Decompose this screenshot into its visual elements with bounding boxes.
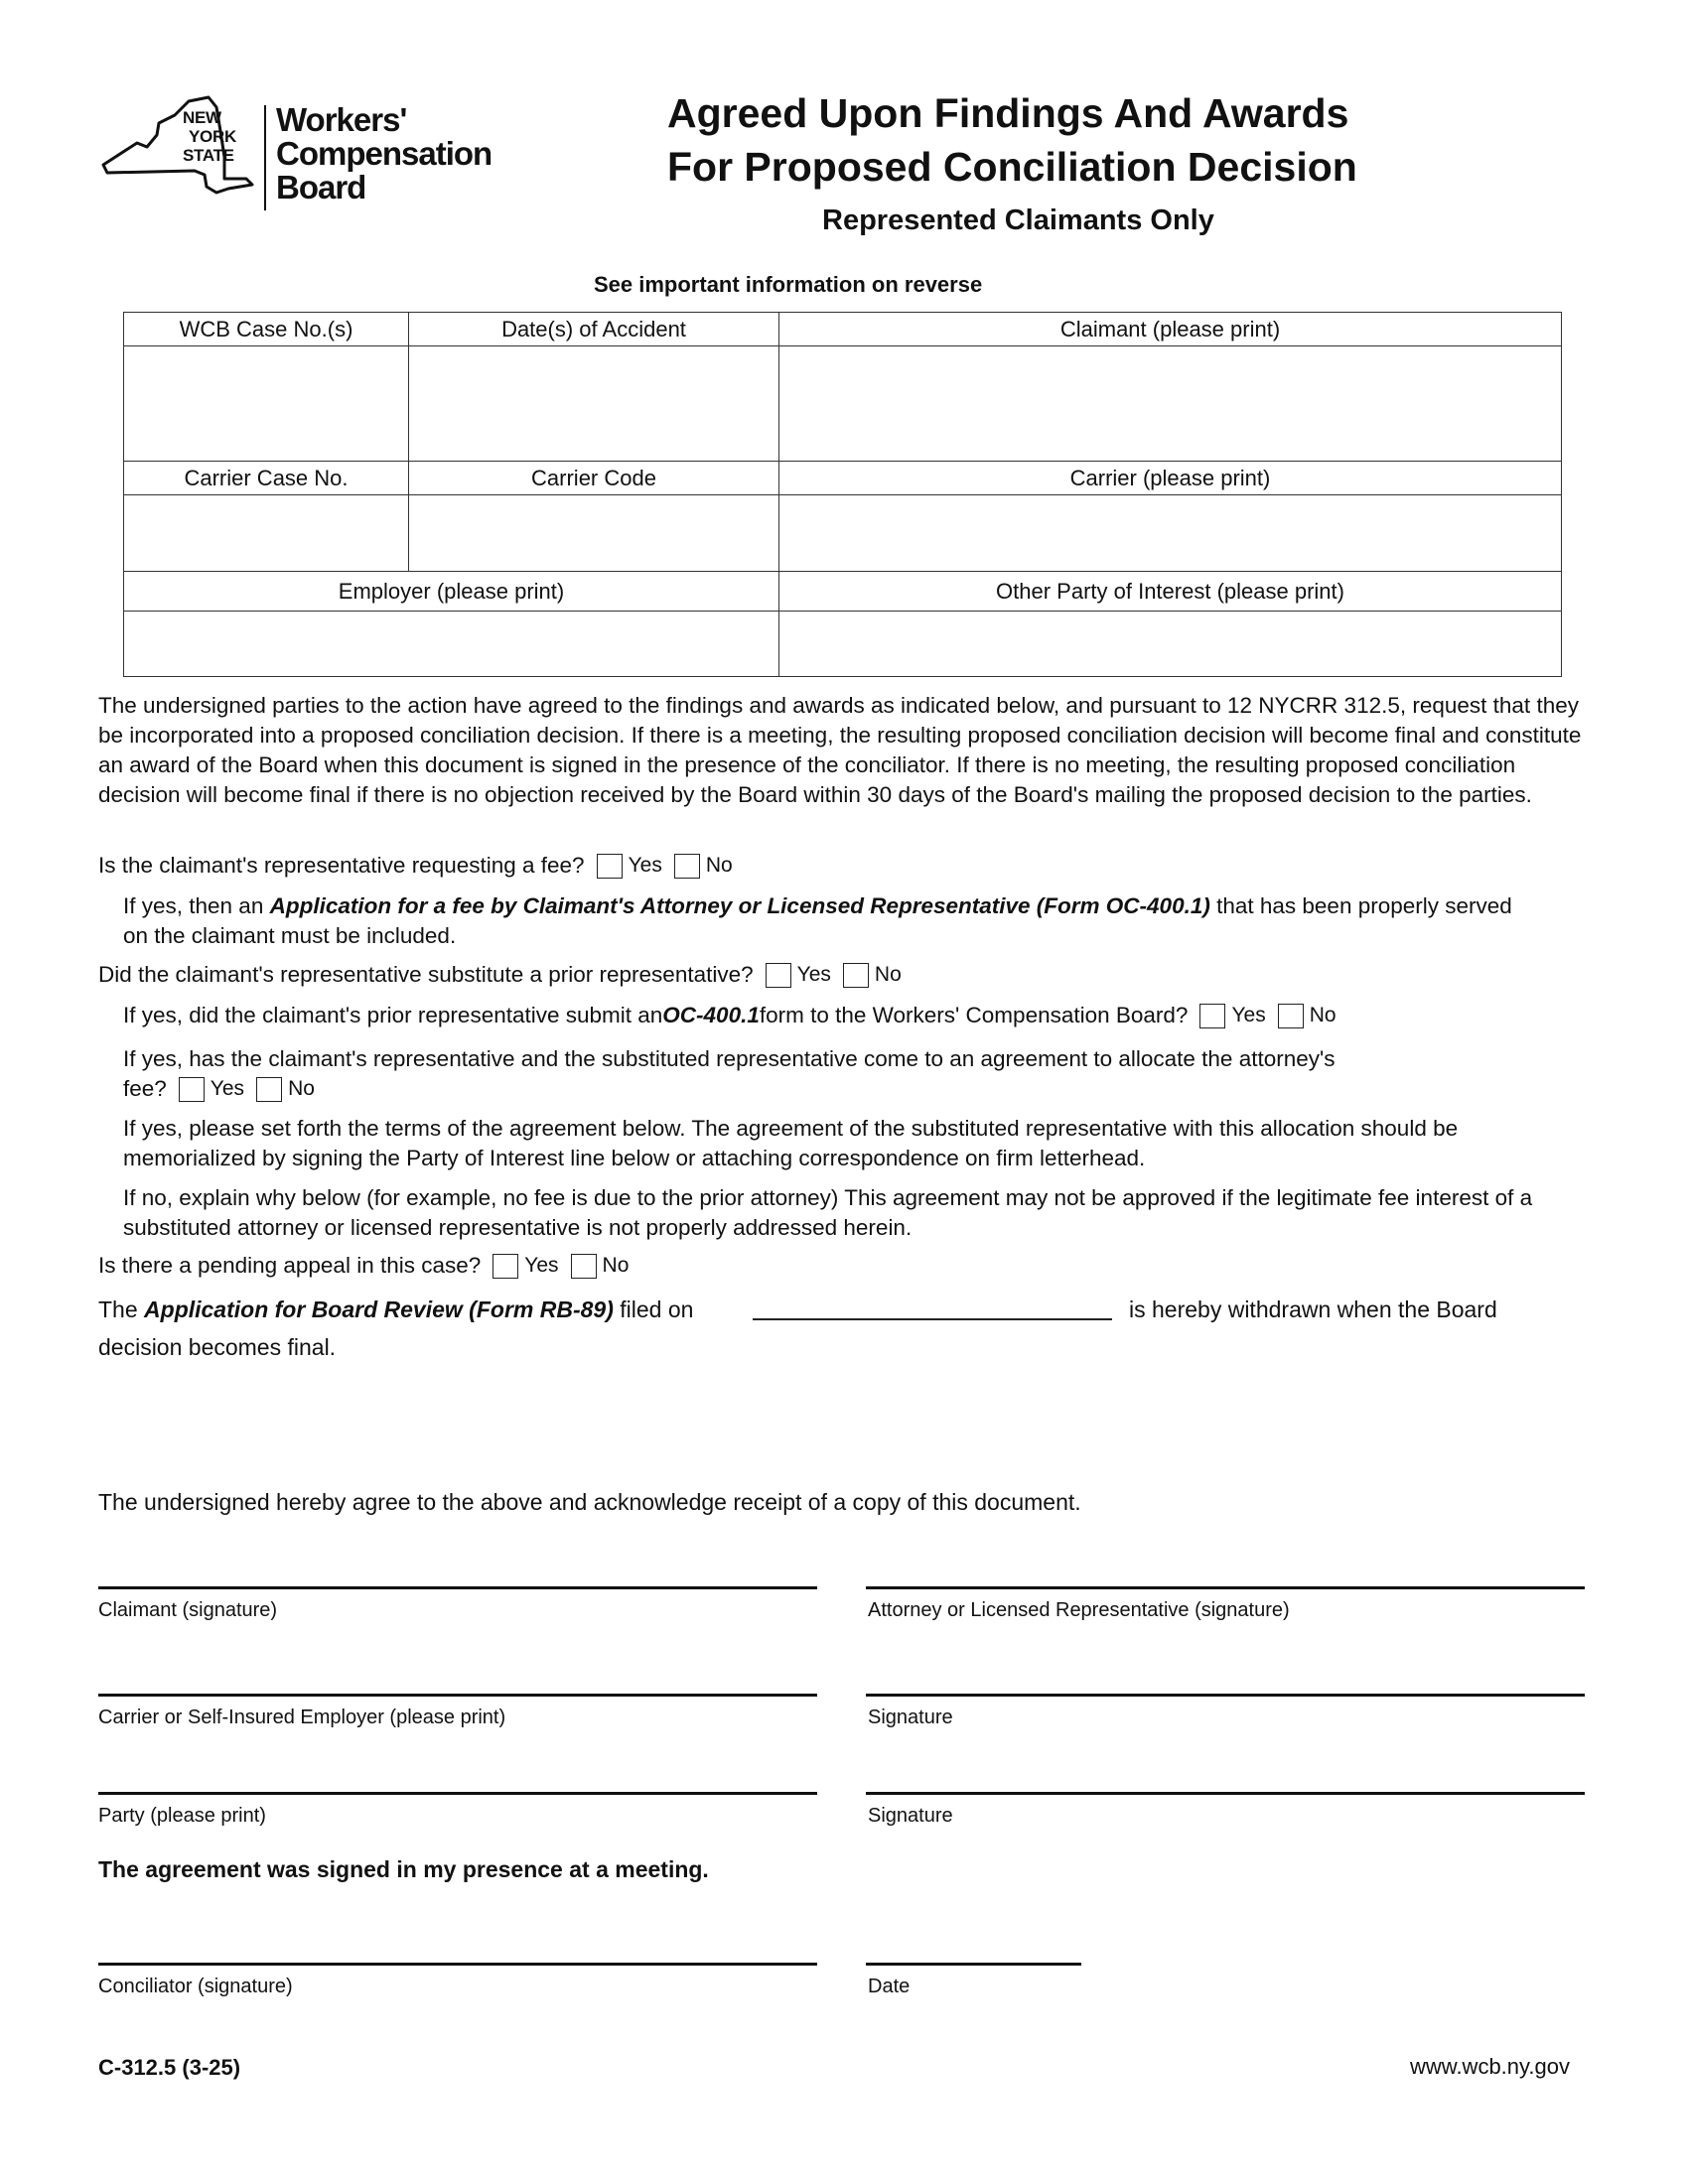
rb89-statement xyxy=(98,1297,693,1323)
carrier-name-label: Carrier or Self-Insured Employer (please print) xyxy=(98,1706,506,1728)
conciliator-signature-line[interactable] xyxy=(98,1963,817,1966)
allocate-no-checkbox[interactable] xyxy=(256,1077,282,1102)
prior-submit-no-checkbox[interactable] xyxy=(1278,1004,1304,1028)
agency-logo xyxy=(97,95,514,214)
logo-divider xyxy=(264,105,266,210)
pending-appeal-no-checkbox[interactable] xyxy=(571,1254,597,1279)
date-line[interactable] xyxy=(866,1963,1081,1966)
form-code: C-312.5 (3-25) xyxy=(98,2055,241,2080)
carrier-field[interactable] xyxy=(779,495,1562,572)
page-title-line-1: Agreed Upon Findings And Awards xyxy=(667,90,1349,136)
party-name-line[interactable] xyxy=(98,1792,817,1795)
allocate-question xyxy=(123,1076,315,1102)
page-title-line-2: For Proposed Conciliation Decision xyxy=(667,144,1357,190)
substitute-no-label: No xyxy=(874,963,902,986)
fee-request-text: Is the claimant's representative requesting a fee? xyxy=(98,853,585,878)
fee-request-question xyxy=(98,853,733,879)
party-signature-line[interactable] xyxy=(866,1792,1585,1795)
fee-request-no-label: No xyxy=(705,854,733,877)
carrier-code-label: Carrier Code xyxy=(409,462,779,495)
prior-submit-no-label: No xyxy=(1309,1004,1336,1026)
prior-submit-yes-label: Yes xyxy=(1231,1004,1266,1026)
intro-paragraph: The undersigned parties to the action have agreed to the findings and awards as indicated below, and pursuant to 12 NYCRR 312.5, request that they be incorporated into a proposed conciliation decision. If there is a meeting, the resulting proposed conciliation decision will become final and constitute an award of the Board when this document is signed in the presence of the conciliator. If there is no meeting, the resulting proposed conciliation decision will become final if there is no objection received by the Board within 30 days of the Board's mailing the proposed decision to the parties. xyxy=(98,693,1582,807)
logo-state-line-3: STATE xyxy=(183,146,234,165)
substitute-yes-checkbox[interactable] xyxy=(766,963,791,988)
conciliator-signature-label: Conciliator (signature) xyxy=(98,1976,293,1997)
date-label: Date xyxy=(868,1976,911,1997)
fee-request-no-checkbox[interactable] xyxy=(674,854,700,879)
pending-appeal-question xyxy=(98,1253,629,1279)
party-signature-label: Signature xyxy=(868,1805,953,1827)
pending-appeal-no-label: No xyxy=(602,1254,630,1277)
website-link[interactable]: www.wcb.ny.gov xyxy=(1410,2054,1570,2079)
allocate-question-line-1: If yes, has the claimant's representative and the substituted representative come to an agreement to allocate the attorney's xyxy=(123,1046,1336,1071)
allocate-yes-label: Yes xyxy=(210,1077,245,1100)
carrier-signature-label: Signature xyxy=(868,1706,953,1728)
other-party-label: Other Party of Interest (please print) xyxy=(779,572,1562,612)
rb89-post: is hereby withdrawn when the Board xyxy=(1129,1297,1497,1322)
allocate-yes-checkbox[interactable] xyxy=(179,1077,205,1102)
acknowledgement-text: The undersigned hereby agree to the above and acknowledge receipt of a copy of this document. xyxy=(98,1489,1081,1515)
claimant-signature-label: Claimant (signature) xyxy=(98,1599,278,1621)
rb89-date-field[interactable] xyxy=(753,1318,1112,1320)
wcb-case-no-field[interactable] xyxy=(124,346,409,462)
prior-submit-form: OC-400.1 xyxy=(662,1003,760,1027)
logo-board-line-2: Compensation xyxy=(276,135,492,172)
employer-field[interactable] xyxy=(124,612,779,677)
substitute-yes-label: Yes xyxy=(796,963,831,986)
case-info-table xyxy=(123,312,1562,677)
carrier-case-no-field[interactable] xyxy=(124,495,409,572)
agreement-terms-note: If yes, please set forth the terms of the agreement below. The agreement of the substituted representative with this allocation should be memorialized by signing the Party of Interest line below or attaching correspondence on firm letterhead. xyxy=(123,1116,1459,1170)
prior-submit-yes-checkbox[interactable] xyxy=(1199,1004,1225,1028)
logo-board-line-3: Board xyxy=(276,169,366,205)
allocate-question-line-2: fee? xyxy=(123,1076,167,1101)
explain-note: If no, explain why below (for example, no fee is due to the prior attorney) This agreement may not be approved if the legitimate fee interest of a substituted attorney or licensed representative is not properly addressed herein. xyxy=(123,1185,1533,1240)
logo-state-line-2: YORK xyxy=(189,127,236,146)
see-reverse-note: See important information on reverse xyxy=(594,272,983,297)
claimant-signature-line[interactable] xyxy=(98,1586,817,1589)
substitute-question xyxy=(98,962,902,988)
carrier-code-field[interactable] xyxy=(409,495,779,572)
prior-submit-pre: If yes, did the claimant's prior representative submit an xyxy=(123,1003,663,1027)
rb89-pre: The xyxy=(98,1297,145,1322)
pending-appeal-text: Is there a pending appeal in this case? xyxy=(98,1253,482,1278)
rb89-line-2: decision becomes final. xyxy=(98,1334,337,1360)
pending-appeal-yes-checkbox[interactable] xyxy=(492,1254,518,1279)
logo-state-line-1: NEW xyxy=(183,108,221,127)
attorney-signature-label: Attorney or Licensed Representative (signature) xyxy=(868,1599,1290,1621)
claimant-field[interactable] xyxy=(779,346,1562,462)
party-name-label: Party (please print) xyxy=(98,1805,266,1827)
rb89-mid: filed on xyxy=(613,1297,694,1322)
substitute-text: Did the claimant's representative substitute a prior representative? xyxy=(98,962,754,987)
prior-submit-question xyxy=(123,1003,1336,1028)
fee-request-yes-label: Yes xyxy=(628,854,662,877)
claimant-label: Claimant (please print) xyxy=(779,313,1562,346)
wcb-case-no-label: WCB Case No.(s) xyxy=(124,313,409,346)
carrier-label: Carrier (please print) xyxy=(779,462,1562,495)
carrier-name-line[interactable] xyxy=(98,1694,817,1697)
date-of-accident-field[interactable] xyxy=(409,346,779,462)
fee-application-note xyxy=(123,891,1513,951)
employer-label: Employer (please print) xyxy=(124,572,779,612)
logo-board-line-1: Workers' xyxy=(276,101,407,138)
meeting-statement: The agreement was signed in my presence at a meeting. xyxy=(98,1856,709,1882)
carrier-signature-line[interactable] xyxy=(866,1694,1585,1697)
allocate-no-label: No xyxy=(288,1077,315,1100)
pending-appeal-yes-label: Yes xyxy=(524,1254,559,1277)
substitute-no-checkbox[interactable] xyxy=(843,963,869,988)
fee-note-pre: If yes, then an xyxy=(123,893,270,918)
prior-submit-post: form to the Workers' Compensation Board? xyxy=(759,1003,1189,1027)
date-of-accident-label: Date(s) of Accident xyxy=(409,313,779,346)
attorney-signature-line[interactable] xyxy=(866,1586,1585,1589)
fee-note-form: Application for a fee by Claimant's Attorney or Licensed Representative (Form OC-400.1) xyxy=(269,893,1210,918)
other-party-field[interactable] xyxy=(779,612,1562,677)
fee-note-post: that has been properly served on the claimant must be included. xyxy=(123,893,1512,948)
fee-request-yes-checkbox[interactable] xyxy=(597,854,623,879)
carrier-case-no-label: Carrier Case No. xyxy=(124,462,409,495)
page-subtitle: Represented Claimants Only xyxy=(822,205,1214,236)
rb89-form: Application for Board Review (Form RB-89) xyxy=(144,1297,614,1322)
